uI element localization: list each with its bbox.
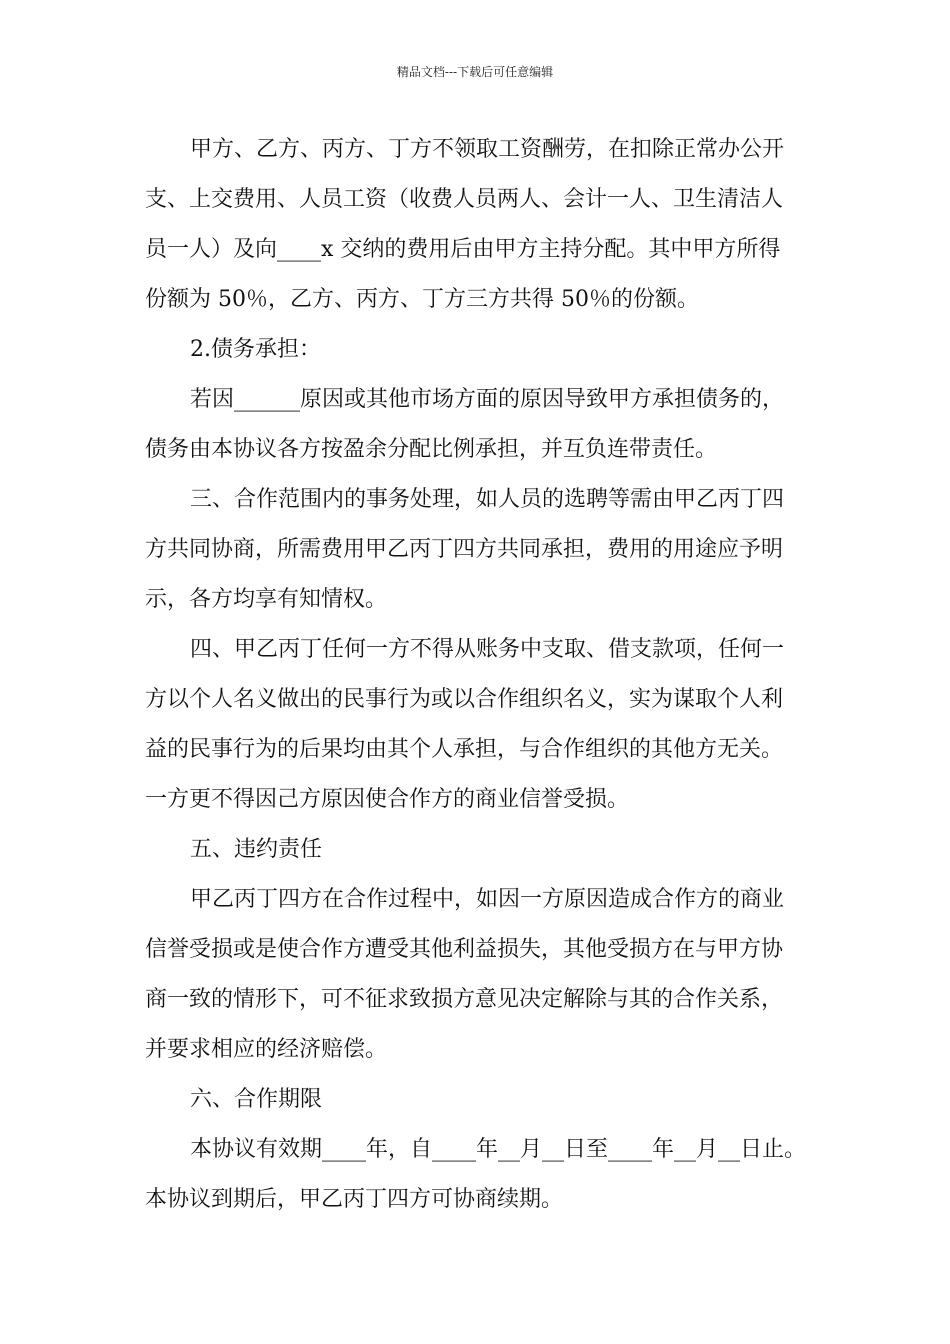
text-line: 并要求相应的经济赔偿。 bbox=[145, 1037, 388, 1062]
text-line: 本协议有效期____年，自____年__月__日至____年__月__日止。 bbox=[190, 1137, 807, 1162]
text-line: 六、合作期限 bbox=[190, 1087, 323, 1112]
paragraph-article-four bbox=[145, 625, 810, 825]
text-line: 甲乙丙丁四方在合作过程中，如因一方原因造成合作方的商业 bbox=[190, 887, 785, 912]
paragraph-debt bbox=[145, 375, 810, 475]
paragraph-profit-distribution bbox=[145, 125, 810, 325]
text-line: 若因______原因或其他市场方面的原因导致甲方承担债务的， bbox=[190, 387, 785, 412]
text-line: 方以个人名义做出的民事行为或以合作组织名义，实为谋取个人利 bbox=[145, 687, 784, 712]
text-line: 员一人）及向____x 交纳的费用后由甲方主持分配。其中甲方所得 bbox=[145, 237, 781, 262]
text-line: 益的民事行为的后果均由其个人承担，与合作组织的其他方无关。 bbox=[145, 737, 784, 762]
text-line: 三、合作范围内的事务处理，如人员的选聘等需由甲乙丙丁四 bbox=[190, 487, 785, 512]
text-line: 债务由本协议各方按盈余分配比例承担，并互负连带责任。 bbox=[145, 437, 718, 462]
text-line: 本协议到期后，甲乙丙丁四方可协商续期。 bbox=[145, 1187, 564, 1212]
text-line: 一方更不得因己方原因使合作方的商业信誉受损。 bbox=[145, 787, 630, 812]
section-heading-debt bbox=[145, 325, 810, 375]
text-line: 份额为 50％，乙方、丙方、丁方三方共得 50％的份额。 bbox=[145, 287, 699, 312]
text-line: 甲方、乙方、丙方、丁方不领取工资酬劳，在扣除正常办公开 bbox=[190, 137, 785, 162]
paragraph-breach bbox=[145, 875, 810, 1075]
page-header: 精品文档---下载后可任意编辑 bbox=[396, 65, 554, 79]
text-line: 四、甲乙丙丁任何一方不得从账务中支取、借支款项，任何一 bbox=[190, 637, 785, 662]
paragraph-term bbox=[145, 1125, 810, 1225]
text-line: 示，各方均享有知情权。 bbox=[145, 587, 388, 612]
text-line: 五、违约责任 bbox=[190, 837, 323, 862]
document-body bbox=[145, 125, 810, 1225]
text-line: 方共同协商，所需费用甲乙丙丁四方共同承担，费用的用途应予明 bbox=[145, 537, 784, 562]
text-line: 信誉受损或是使合作方遭受其他利益损失，其他受损方在与甲方协 bbox=[145, 937, 784, 962]
text-line: 2.债务承担： bbox=[190, 337, 321, 362]
section-heading-breach bbox=[145, 825, 810, 875]
section-heading-term bbox=[145, 1075, 810, 1125]
text-line: 商一致的情形下，可不征求致损方意见决定解除与其的合作关系， bbox=[145, 987, 784, 1012]
paragraph-article-three bbox=[145, 475, 810, 625]
text-line: 支、上交费用、人员工资（收费人员两人、会计一人、卫生清洁人 bbox=[145, 187, 784, 212]
